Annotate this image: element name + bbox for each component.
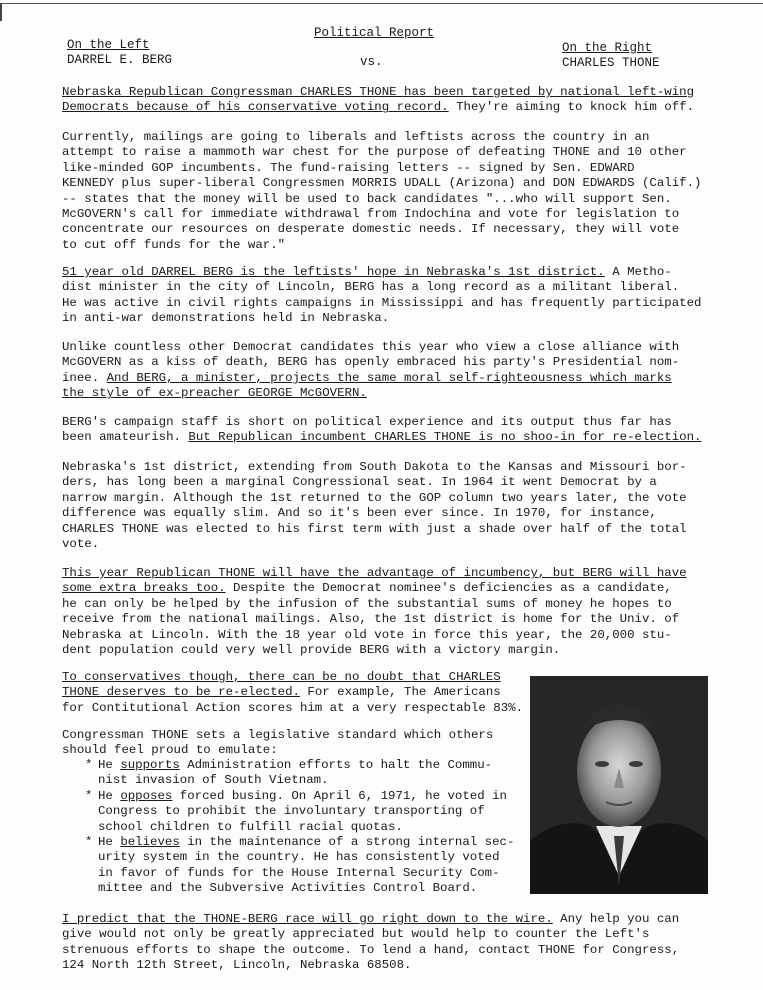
paragraph-prediction — [62, 912, 679, 974]
text-line: in anti-war demonstrations held in Nebraska. — [62, 311, 390, 326]
text-line: Congress to prohibit the involuntary transporting of — [98, 804, 485, 819]
text-line: give would not only be greatly appreciated but would help to counter the Left's — [62, 927, 650, 942]
text-line: ders, has long been a marginal Congressional seat. In 1964 it went Democrat by a — [62, 475, 657, 490]
text-line: vote. — [62, 537, 100, 552]
text-line: KENNEDY plus super-liberal Congressmen MORRIS UDALL (Arizona) and DON EDWARDS (Calif.) — [62, 176, 702, 191]
text-line: McGOVERN's call for immediate withdrawal from Indochina and vote for legislation to — [62, 207, 680, 222]
paragraph-district — [62, 460, 687, 552]
bullet-star-icon: * — [85, 835, 93, 850]
paragraph-mcgovern — [62, 340, 679, 402]
text-line: He — [98, 788, 121, 803]
text-line: CHARLES THONE was elected to his first term with just a shade over half of the total — [62, 521, 687, 536]
portrait-illustration — [530, 676, 708, 894]
text-line: He — [98, 758, 121, 772]
text-line: dist minister in the city of Lincoln, BERG has a long record as a militant liberal. — [62, 280, 680, 295]
text-line: Nebraska's 1st district, extending from South Dakota to the Kansas and Missouri bor- — [62, 460, 687, 474]
paragraph-campaign-staff — [62, 415, 701, 446]
text-line: Administration efforts to halt the Commu- — [179, 758, 493, 772]
text-line: been amateurish. — [62, 430, 189, 445]
text-line: receive from the national mailings. Also, the 1st district is home for the Univ. of — [62, 612, 680, 627]
bullet-item-believes — [62, 835, 514, 897]
bullet-star-icon: * — [85, 788, 93, 803]
page-top-rule — [0, 3, 763, 4]
text-line: Currently, mailings are going to liberals and leftists across the country in an — [62, 130, 650, 144]
left-candidate-block — [67, 38, 172, 68]
paragraph-berg-bio — [62, 265, 701, 327]
text-line: Despite the Democrat nominee's deficiencies as a candidate, — [225, 581, 672, 596]
text-line: attempt to raise a mammoth war chest for the purpose of defeating THONE and 10 other — [62, 145, 687, 160]
text-line: For example, The Americans — [299, 685, 501, 700]
text-line: THONE deserves to be re-elected. — [62, 685, 300, 700]
text-line: Nebraska at Lincoln. With the 18 year old vote in force this year, the 20,000 stu- — [62, 627, 672, 642]
text-line: some extra breaks too. — [62, 581, 226, 596]
text-line: concentrate our resources on desperate domestic needs. If necessary, they will vote — [62, 222, 680, 237]
text-line: Unlike countless other Democrat candidates this year who view a close alliance with — [62, 340, 680, 354]
text-line: 51 year old DARREL BERG is the leftists' hope in Nebraska's 1st district. — [62, 265, 605, 279]
bullet-item-supports — [62, 758, 514, 789]
text-line: strenuous efforts to shape the outcome. To lend a hand, contact THONE for Congress, — [62, 942, 680, 957]
page-corner-mark — [0, 3, 2, 21]
text-line: Congressman THONE sets a legislative standard which others — [62, 728, 494, 742]
text-line: -- states that the money will be used to back candidates "...who will support Sen. — [62, 191, 672, 206]
text-line: like-minded GOP incumbents. The fund-raising letters -- signed by Sen. EDWARD — [62, 160, 635, 175]
text-line: mittee and the Subversive Activities Control Board. — [98, 881, 478, 896]
bullet-verb: supports — [120, 758, 180, 772]
text-line: he can only be helped by the infusion of the substantial sums of money he hopes to — [62, 596, 672, 611]
record-bullet-list — [62, 758, 514, 897]
text-line: Nebraska Republican Congressman CHARLES THONE has been targeted by national left-wing — [62, 85, 695, 99]
text-line: the style of ex-preacher GEORGE McGOVERN. — [62, 386, 367, 401]
text-line: should feel proud to emulate: — [62, 743, 278, 758]
text-line: difference was equally slim. And so it's been ever since. In 1970, for instance, — [62, 506, 657, 521]
text-line: inee. — [62, 370, 107, 385]
bullet-star-icon: * — [85, 758, 93, 772]
text-line: dent population could very well provide BERG with a victory margin. — [62, 643, 561, 658]
right-candidate-name: CHARLES THONE — [562, 56, 660, 70]
paragraph-standard — [62, 728, 493, 759]
text-line: This year Republican THONE will have the advantage of incumbency, but BERG will have — [62, 566, 687, 580]
text-line: narrow margin. Although the 1st returned to the GOP column two years later, the vote — [62, 490, 687, 505]
text-line: nist invasion of South Vietnam. — [98, 773, 329, 788]
versus-label: vs. — [360, 55, 383, 69]
left-candidate-name: DARREL E. BERG — [67, 53, 173, 67]
bullet-verb: opposes — [120, 788, 173, 803]
text-line: Any help you can — [552, 912, 680, 926]
text-line: Democrats because of his conservative voting record. — [62, 100, 449, 115]
left-label: On the Left — [67, 38, 150, 52]
bullet-item-opposes — [62, 789, 514, 835]
text-line: urity system in the country. He has consistently voted — [98, 850, 500, 865]
text-line: And BERG, a minister, projects the same moral self-righteousness which marks — [106, 370, 672, 385]
text-line: I predict that the THONE-BERG race will go right down to the wire. — [62, 912, 553, 926]
report-title: Political Report — [314, 26, 435, 40]
paragraph-mailings — [62, 130, 701, 253]
text-line: to cut off funds for the war." — [62, 237, 286, 252]
text-line: forced busing. On April 6, 1971, he voted in — [172, 788, 507, 803]
text-line: 124 North 12th Street, Lincoln, Nebraska 68508. — [62, 958, 412, 973]
text-line: BERG's campaign staff is short on political experience and its output thus far has — [62, 415, 672, 429]
paragraph-incumbency — [62, 566, 687, 658]
text-line: He — [98, 835, 121, 850]
text-line: McGOVERN as a kiss of death, BERG has openly embraced his party's Presidential nom- — [62, 355, 680, 370]
text-line: A Metho- — [604, 265, 672, 279]
paragraph-targeted — [62, 85, 694, 116]
congressman-portrait-photo — [530, 676, 708, 894]
paragraph-conservatives — [62, 670, 523, 716]
text-line: To conservatives though, there can be no doubt that CHARLES — [62, 670, 501, 684]
text-line: in favor of funds for the House Internal Security Com- — [98, 865, 500, 880]
bullet-verb: believes — [120, 835, 180, 850]
text-line: in the maintenance of a strong internal sec- — [179, 835, 515, 850]
text-line: But Republican incumbent CHARLES THONE is no shoo-in for re-election. — [188, 430, 702, 445]
text-line: They're aiming to knock him off. — [448, 100, 695, 115]
text-line: for Contitutional Action scores him at a very respectable 83%. — [62, 700, 524, 715]
right-candidate-block — [562, 41, 660, 71]
right-label: On the Right — [562, 41, 653, 55]
text-line: He was active in civil rights campaigns in Mississippi and has frequently participated — [62, 295, 702, 310]
text-line: school children to fulfill racial quotas. — [98, 819, 403, 834]
